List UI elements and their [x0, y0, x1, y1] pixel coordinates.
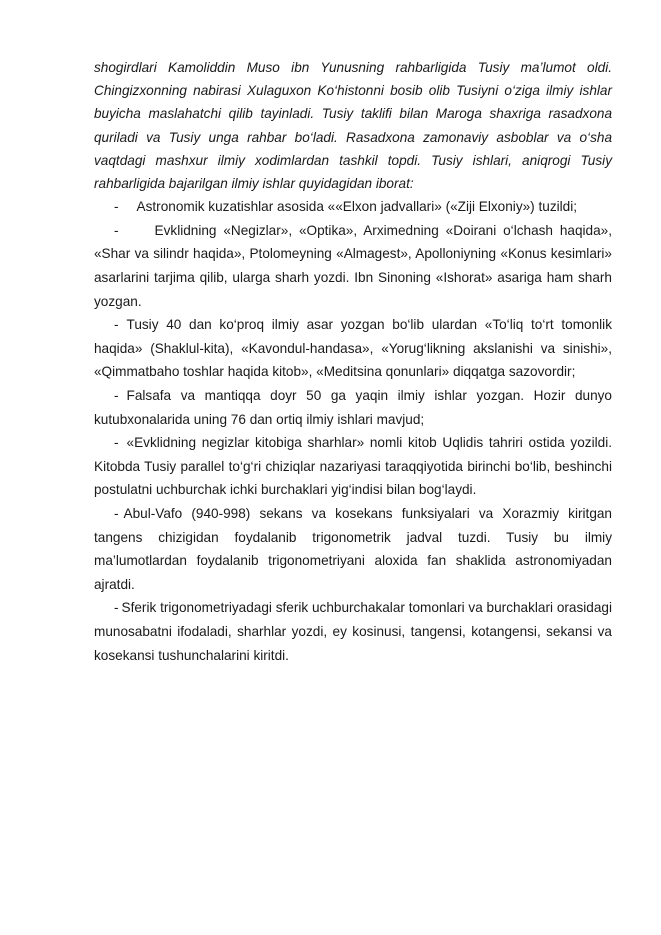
list-dash: - — [114, 222, 119, 238]
list-item-text: Astronomik kuzatishlar asosida ««Elxon jadvallari» («Ziji Elxoniy») tuzildi; — [136, 199, 578, 215]
list-dash: - — [114, 505, 119, 521]
list-item — [94, 195, 612, 219]
document-page — [94, 56, 612, 667]
list-item — [94, 596, 612, 667]
list-item-text: Tusiy 40 dan ko‘proq ilmiy asar yozgan bo‘lib ulardan «To‘liq to‘rt tomonlik haqida» (Shaklul-kita), «Kavondul-handasa», «Yorug‘likning akslanishi va sinishi», «Qimmatbaho toshlar haqida kitob», «Meditsina qonunlari» diqqatga sazovordir; — [94, 317, 612, 380]
list-item-text: Sferik trigonometriyadagi sferik uchburchakalar tomonlari va burchaklari orasidagi munosabatni ifodaladi, sharhlar yozdi, ey kosinusi, tangensi, kotangensi, sekansi va kosekansi tushunchalarini kiritdi. — [94, 600, 612, 663]
list-item — [94, 431, 612, 502]
list-item — [94, 219, 612, 313]
list-item-text: Abul-Vafo (940-998) sekans va kosekans funksiyalari va Xorazmiy kiritgan tangens chizigidan foydalanib trigonometrik jadval tuzdi. Tusiy bu ilmiy ma’lumotlardan foydalanib trigonometriyani aloxida fan shaklida astronomiyadan ajratdi. — [94, 505, 612, 592]
list-item-text: Evklidning «Negizlar», «Optika», Arximedning «Doirani o‘lchash haqida», «Shar va silindr haqida», Ptolomeyning «Almagest», Apolloniyning «Konus kesimlari» asarlarini tarjima qilib, ularga sharh yozdi. Ibn Sinoning «Ishorat» asariga ham sharh yozgan. — [94, 222, 612, 309]
list-dash: - — [114, 387, 119, 403]
list-item-text: Falsafa va mantiqqa doyr 50 ga yaqin ilmiy ishlar yozgan. Hozir dunyo kutubxonalarida uning 76 dan ortiq ilmiy ishlari mavjud; — [94, 387, 612, 427]
list-dash: - — [114, 600, 119, 616]
list-item — [94, 384, 612, 431]
list-dash: - — [114, 199, 119, 215]
list-item — [94, 502, 612, 596]
list-dash: - — [114, 317, 119, 333]
list-item-text: «Evklidning negizlar kitobiga sharhlar» nomli kitob Uqlidis tahriri ostida yozildi. Kitobda Tusiy parallel to‘g‘ri chiziqlar nazariyasi taraqqiyotida birinchi bo‘lib, beshinchi postulatni uchburchak ichki burchaklari yig‘indisi bilan bog‘laydi. — [94, 435, 612, 498]
intro-paragraph: shogirdlari Kamoliddin Muso ibn Yunusning rahbarligida Tusiy ma’lumot oldi. Chingizxonning nabirasi Xulaguxon Ko‘histonni bosib olib Tusiyni o‘ziga ilmiy ishlar buyicha maslahatchi qilib tayinladi. Tusiy taklifi bilan Maroga shaxriga rasadxona quriladi va Tusiy unga rahbar bo‘ladi. Rasadxona zamonaviy asboblar va o‘sha vaqtdagi mashxur ilmiy xodimlardan tashkil topdi. Tusiy ishlari, aniqrogi Tusiy rahbarligida bajarilgan ilmiy ishlar quyidagidan iborat: — [94, 60, 612, 192]
list-item — [94, 313, 612, 384]
list-dash: - — [114, 435, 119, 451]
